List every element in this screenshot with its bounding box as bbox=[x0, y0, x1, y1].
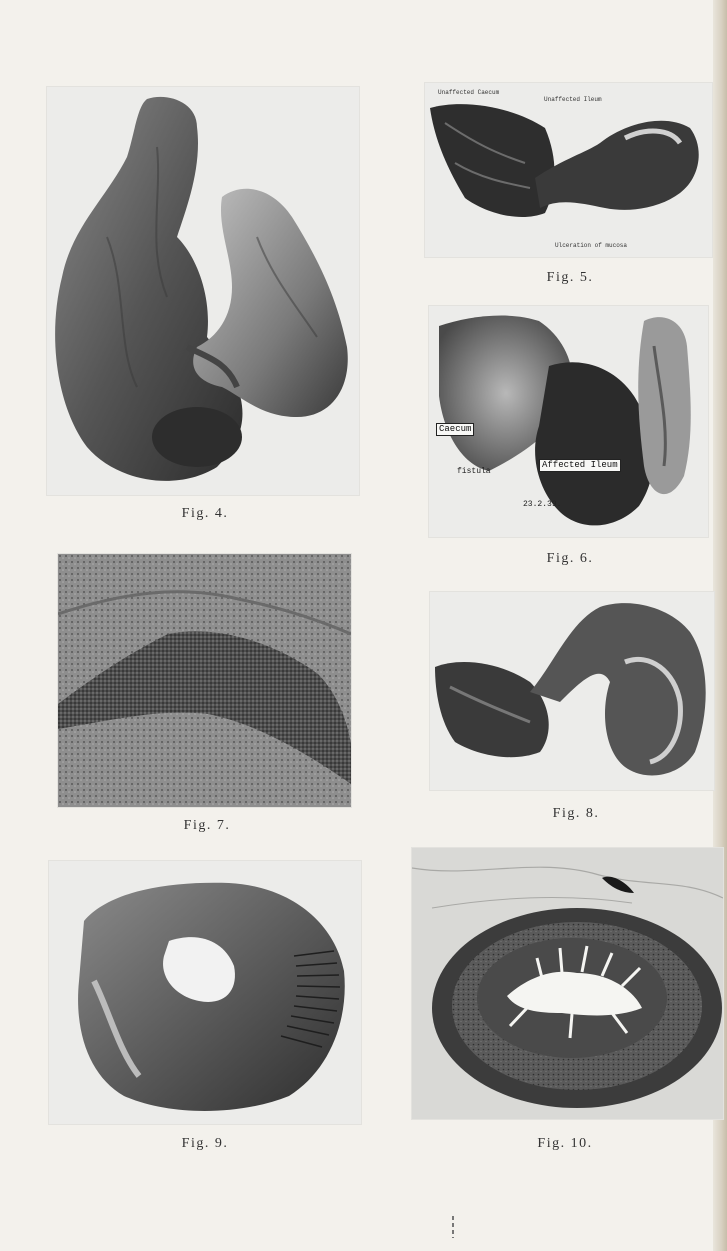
fig-4-photo bbox=[47, 87, 359, 495]
fig-6-label-date: 23.2.39. bbox=[523, 500, 562, 509]
fig-7-caption: Fig. 7. bbox=[183, 818, 231, 833]
fig-6-caption: Fig. 6. bbox=[546, 551, 594, 566]
fig-6-specimen-image bbox=[429, 306, 708, 537]
fig-9-caption: Fig. 9. bbox=[181, 1136, 229, 1151]
fig-9-specimen-image bbox=[49, 861, 361, 1124]
fig-5-caption: Fig. 5. bbox=[546, 270, 594, 285]
fig-6-label-caecum: Caecum bbox=[436, 423, 474, 436]
fig-6-label-affected-ileum: Affected Ileum bbox=[539, 459, 621, 472]
fig-8-caption: Fig. 8. bbox=[552, 806, 600, 821]
fig-6-label-fistula: fistula bbox=[457, 467, 491, 476]
fig-7-micrograph-image bbox=[58, 554, 351, 807]
fig-5-specimen-image bbox=[425, 83, 712, 257]
fig-8-specimen-image bbox=[430, 592, 714, 790]
fig-5-label-ulceration: Ulceration of mucosa bbox=[555, 242, 628, 249]
fig-7-photo bbox=[58, 554, 351, 807]
fig-10-micrograph-image bbox=[412, 848, 723, 1119]
fig-9-photo bbox=[49, 861, 361, 1124]
fig-5-label-unaffected-ileum: Unaffected Ileum bbox=[544, 96, 602, 103]
fig-5-photo bbox=[425, 83, 712, 257]
fig-8-photo bbox=[430, 592, 714, 790]
fig-6-photo bbox=[429, 306, 708, 537]
fig-5-label-unaffected-caecum: Unaffected Caecum bbox=[438, 89, 500, 96]
fig-4-caption: Fig. 4. bbox=[181, 506, 229, 521]
fig-4-specimen-image bbox=[47, 87, 359, 495]
fig-10-caption: Fig. 10. bbox=[537, 1136, 593, 1151]
fig-10-photo bbox=[412, 848, 723, 1119]
page-mark bbox=[452, 1216, 454, 1238]
